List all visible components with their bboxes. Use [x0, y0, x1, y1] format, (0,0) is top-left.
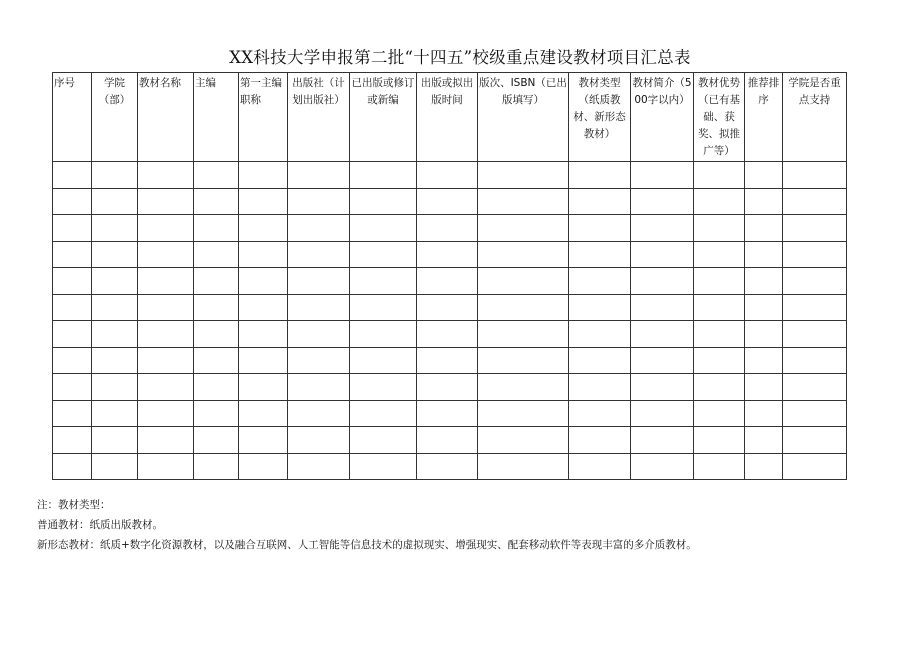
table-cell[interactable]: [631, 188, 694, 215]
table-cell[interactable]: [478, 427, 569, 454]
table-cell[interactable]: [350, 268, 417, 295]
table-cell[interactable]: [631, 427, 694, 454]
table-cell[interactable]: [138, 188, 194, 215]
table-cell[interactable]: [194, 427, 239, 454]
table-cell[interactable]: [53, 188, 92, 215]
table-cell[interactable]: [631, 321, 694, 348]
header-publisher: 出版社（计划出版社）: [288, 73, 350, 162]
table-cell[interactable]: [350, 400, 417, 427]
table-cell[interactable]: [288, 374, 350, 401]
table-cell[interactable]: [417, 268, 478, 295]
table-cell[interactable]: [569, 162, 631, 189]
table-cell[interactable]: [694, 294, 745, 321]
header-row: [53, 73, 847, 162]
table-cell[interactable]: [783, 347, 847, 374]
table-cell[interactable]: [745, 241, 783, 268]
table-cell[interactable]: [417, 400, 478, 427]
table-cell[interactable]: [569, 453, 631, 480]
table-cell[interactable]: [350, 162, 417, 189]
table-cell[interactable]: [92, 374, 138, 401]
table-cell[interactable]: [288, 241, 350, 268]
header-rank: 推荐排序: [745, 73, 783, 162]
table-cell[interactable]: [53, 453, 92, 480]
table-cell[interactable]: [783, 241, 847, 268]
table-cell[interactable]: [350, 427, 417, 454]
table-cell[interactable]: [478, 162, 569, 189]
table-cell[interactable]: [569, 294, 631, 321]
table-cell[interactable]: [569, 347, 631, 374]
table-cell[interactable]: [92, 268, 138, 295]
table-cell[interactable]: [417, 321, 478, 348]
table-cell[interactable]: [783, 321, 847, 348]
table-cell[interactable]: [138, 321, 194, 348]
table-cell[interactable]: [783, 162, 847, 189]
header-summary: 教材简介（500字以内）: [631, 73, 694, 162]
table-cell[interactable]: [288, 321, 350, 348]
table-cell[interactable]: [92, 427, 138, 454]
table-cell[interactable]: [350, 453, 417, 480]
page-title: XX科技大学申报第二批“十四五”校级重点建设教材项目汇总表: [229, 48, 691, 67]
table-cell[interactable]: [417, 453, 478, 480]
table-cell[interactable]: [569, 241, 631, 268]
notes-section: [37, 495, 897, 555]
table-cell[interactable]: [745, 294, 783, 321]
header-chief-editor: 主编: [194, 73, 239, 162]
table-row: [53, 453, 847, 480]
table-cell[interactable]: [783, 215, 847, 242]
table-cell[interactable]: [783, 188, 847, 215]
table-cell[interactable]: [194, 321, 239, 348]
summary-table: [52, 72, 847, 480]
table-cell[interactable]: [53, 162, 92, 189]
table-cell[interactable]: [694, 215, 745, 242]
table-cell[interactable]: [631, 347, 694, 374]
table-cell[interactable]: [417, 162, 478, 189]
table-cell[interactable]: [194, 188, 239, 215]
table-cell[interactable]: [694, 400, 745, 427]
table-cell[interactable]: [694, 374, 745, 401]
table-cell[interactable]: [745, 453, 783, 480]
table-cell[interactable]: [53, 294, 92, 321]
table-cell[interactable]: [478, 400, 569, 427]
table-cell[interactable]: [694, 268, 745, 295]
table-cell[interactable]: [745, 400, 783, 427]
table-cell[interactable]: [417, 374, 478, 401]
table-cell[interactable]: [288, 427, 350, 454]
table-cell[interactable]: [783, 400, 847, 427]
table-cell[interactable]: [478, 453, 569, 480]
table-cell[interactable]: [138, 268, 194, 295]
table-cell[interactable]: [783, 374, 847, 401]
table-cell[interactable]: [138, 427, 194, 454]
table-cell[interactable]: [569, 268, 631, 295]
table-row: [53, 321, 847, 348]
table-cell[interactable]: [288, 188, 350, 215]
header-seq: 序号: [53, 73, 92, 162]
table-cell[interactable]: [417, 241, 478, 268]
table-cell[interactable]: [138, 374, 194, 401]
table-cell[interactable]: [478, 321, 569, 348]
table-cell[interactable]: [569, 427, 631, 454]
table-cell[interactable]: [288, 453, 350, 480]
table-cell[interactable]: [478, 188, 569, 215]
table-cell[interactable]: [417, 294, 478, 321]
table-cell[interactable]: [239, 162, 288, 189]
table-cell[interactable]: [417, 215, 478, 242]
table-row: [53, 241, 847, 268]
table-cell[interactable]: [694, 321, 745, 348]
header-editor-title: 第一主编职称: [239, 73, 288, 162]
table-cell[interactable]: [478, 268, 569, 295]
table-cell[interactable]: [194, 347, 239, 374]
table-cell[interactable]: [694, 188, 745, 215]
table-cell[interactable]: [745, 321, 783, 348]
table-cell[interactable]: [783, 294, 847, 321]
table-cell[interactable]: [239, 374, 288, 401]
table-cell[interactable]: [53, 400, 92, 427]
table-cell[interactable]: [569, 400, 631, 427]
table-cell[interactable]: [745, 215, 783, 242]
table-cell[interactable]: [417, 188, 478, 215]
table-cell[interactable]: [569, 188, 631, 215]
table-cell[interactable]: [138, 241, 194, 268]
table-cell[interactable]: [239, 294, 288, 321]
table-cell[interactable]: [631, 374, 694, 401]
note-ordinary-textbook: 普通教材：纸质出版教材。: [37, 519, 163, 531]
table-cell[interactable]: [92, 321, 138, 348]
table-row: [53, 374, 847, 401]
table-cell[interactable]: [288, 294, 350, 321]
table-cell[interactable]: [631, 453, 694, 480]
table-cell[interactable]: [138, 347, 194, 374]
table-row: [53, 427, 847, 454]
table-cell[interactable]: [417, 347, 478, 374]
table-cell[interactable]: [239, 241, 288, 268]
header-key-support: 学院是否重点支持: [783, 73, 847, 162]
table-cell[interactable]: [92, 453, 138, 480]
table-cell[interactable]: [194, 215, 239, 242]
table-cell[interactable]: [783, 453, 847, 480]
table-body: [53, 162, 847, 480]
table-cell[interactable]: [631, 268, 694, 295]
table-cell[interactable]: [138, 400, 194, 427]
header-textbook-type: 教材类型（纸质教材、新形态教材）: [569, 73, 631, 162]
table-cell[interactable]: [631, 241, 694, 268]
table-cell[interactable]: [745, 188, 783, 215]
table-cell[interactable]: [478, 294, 569, 321]
table-cell[interactable]: [138, 162, 194, 189]
table-cell[interactable]: [745, 347, 783, 374]
table-cell[interactable]: [92, 188, 138, 215]
table-cell[interactable]: [194, 400, 239, 427]
table-cell[interactable]: [745, 374, 783, 401]
table-cell[interactable]: [631, 294, 694, 321]
table-cell[interactable]: [53, 427, 92, 454]
table-cell[interactable]: [288, 400, 350, 427]
table-cell[interactable]: [53, 215, 92, 242]
table-cell[interactable]: [350, 294, 417, 321]
table-cell[interactable]: [288, 347, 350, 374]
table-row: [53, 188, 847, 215]
table-cell[interactable]: [239, 347, 288, 374]
table-cell[interactable]: [53, 241, 92, 268]
table-cell[interactable]: [194, 162, 239, 189]
table-cell[interactable]: [350, 188, 417, 215]
table-cell[interactable]: [239, 215, 288, 242]
table-cell[interactable]: [53, 374, 92, 401]
table-cell[interactable]: [569, 215, 631, 242]
table-cell[interactable]: [745, 268, 783, 295]
table-cell[interactable]: [92, 294, 138, 321]
table-cell[interactable]: [350, 321, 417, 348]
table-cell[interactable]: [92, 215, 138, 242]
table-cell[interactable]: [288, 162, 350, 189]
table-cell[interactable]: [417, 427, 478, 454]
table-cell[interactable]: [53, 268, 92, 295]
table-cell[interactable]: [745, 427, 783, 454]
table-cell[interactable]: [92, 347, 138, 374]
table-cell[interactable]: [138, 215, 194, 242]
table-cell[interactable]: [350, 347, 417, 374]
table-cell[interactable]: [92, 400, 138, 427]
table-cell[interactable]: [350, 374, 417, 401]
table-cell[interactable]: [239, 268, 288, 295]
table-row: [53, 294, 847, 321]
table-cell[interactable]: [478, 241, 569, 268]
table-row: [53, 400, 847, 427]
table-cell[interactable]: [138, 294, 194, 321]
table-cell[interactable]: [92, 241, 138, 268]
note-heading: 注：教材类型：: [37, 499, 111, 511]
table-cell[interactable]: [350, 241, 417, 268]
header-publish-status: 已出版或修订或新编: [350, 73, 417, 162]
table-cell[interactable]: [92, 162, 138, 189]
table-cell[interactable]: [53, 321, 92, 348]
table-cell[interactable]: [631, 215, 694, 242]
table-cell[interactable]: [288, 215, 350, 242]
header-college: 学院（部）: [92, 73, 138, 162]
table-cell[interactable]: [194, 374, 239, 401]
table-cell[interactable]: [478, 215, 569, 242]
table-cell[interactable]: [239, 400, 288, 427]
table-cell[interactable]: [53, 347, 92, 374]
table-row: [53, 215, 847, 242]
table-cell[interactable]: [694, 347, 745, 374]
table-cell[interactable]: [783, 268, 847, 295]
table-cell[interactable]: [478, 374, 569, 401]
table-cell[interactable]: [569, 374, 631, 401]
header-textbook-name: 教材名称: [138, 73, 194, 162]
table-cell[interactable]: [569, 321, 631, 348]
table-row: [53, 347, 847, 374]
header-edition-isbn: 版次、ISBN（已出版填写）: [478, 73, 569, 162]
table-cell[interactable]: [194, 294, 239, 321]
table-cell[interactable]: [694, 162, 745, 189]
table-cell[interactable]: [783, 427, 847, 454]
header-advantages: 教材优势（已有基础、获奖、拟推广等）: [694, 73, 745, 162]
table-cell[interactable]: [745, 162, 783, 189]
table-cell[interactable]: [194, 453, 239, 480]
table-cell[interactable]: [631, 400, 694, 427]
table-cell[interactable]: [239, 427, 288, 454]
table-cell[interactable]: [478, 347, 569, 374]
table-row: [53, 162, 847, 189]
table-cell[interactable]: [694, 427, 745, 454]
table-cell[interactable]: [239, 321, 288, 348]
table-cell[interactable]: [194, 268, 239, 295]
table-row: [53, 268, 847, 295]
table-cell[interactable]: [239, 453, 288, 480]
table-cell[interactable]: [631, 162, 694, 189]
note-new-form-textbook: 新形态教材：纸质+数字化资源教材，以及融合互联网、人工智能等信息技术的虚拟现实、增强现实、配套移动软件等表现丰富的多介质教材。: [37, 539, 697, 551]
table-cell[interactable]: [350, 215, 417, 242]
table-cell[interactable]: [194, 241, 239, 268]
header-publish-date: 出版或拟出版时间: [417, 73, 478, 162]
table-cell[interactable]: [239, 188, 288, 215]
table-cell[interactable]: [694, 241, 745, 268]
table-cell[interactable]: [288, 268, 350, 295]
table-cell[interactable]: [694, 453, 745, 480]
table-cell[interactable]: [138, 453, 194, 480]
